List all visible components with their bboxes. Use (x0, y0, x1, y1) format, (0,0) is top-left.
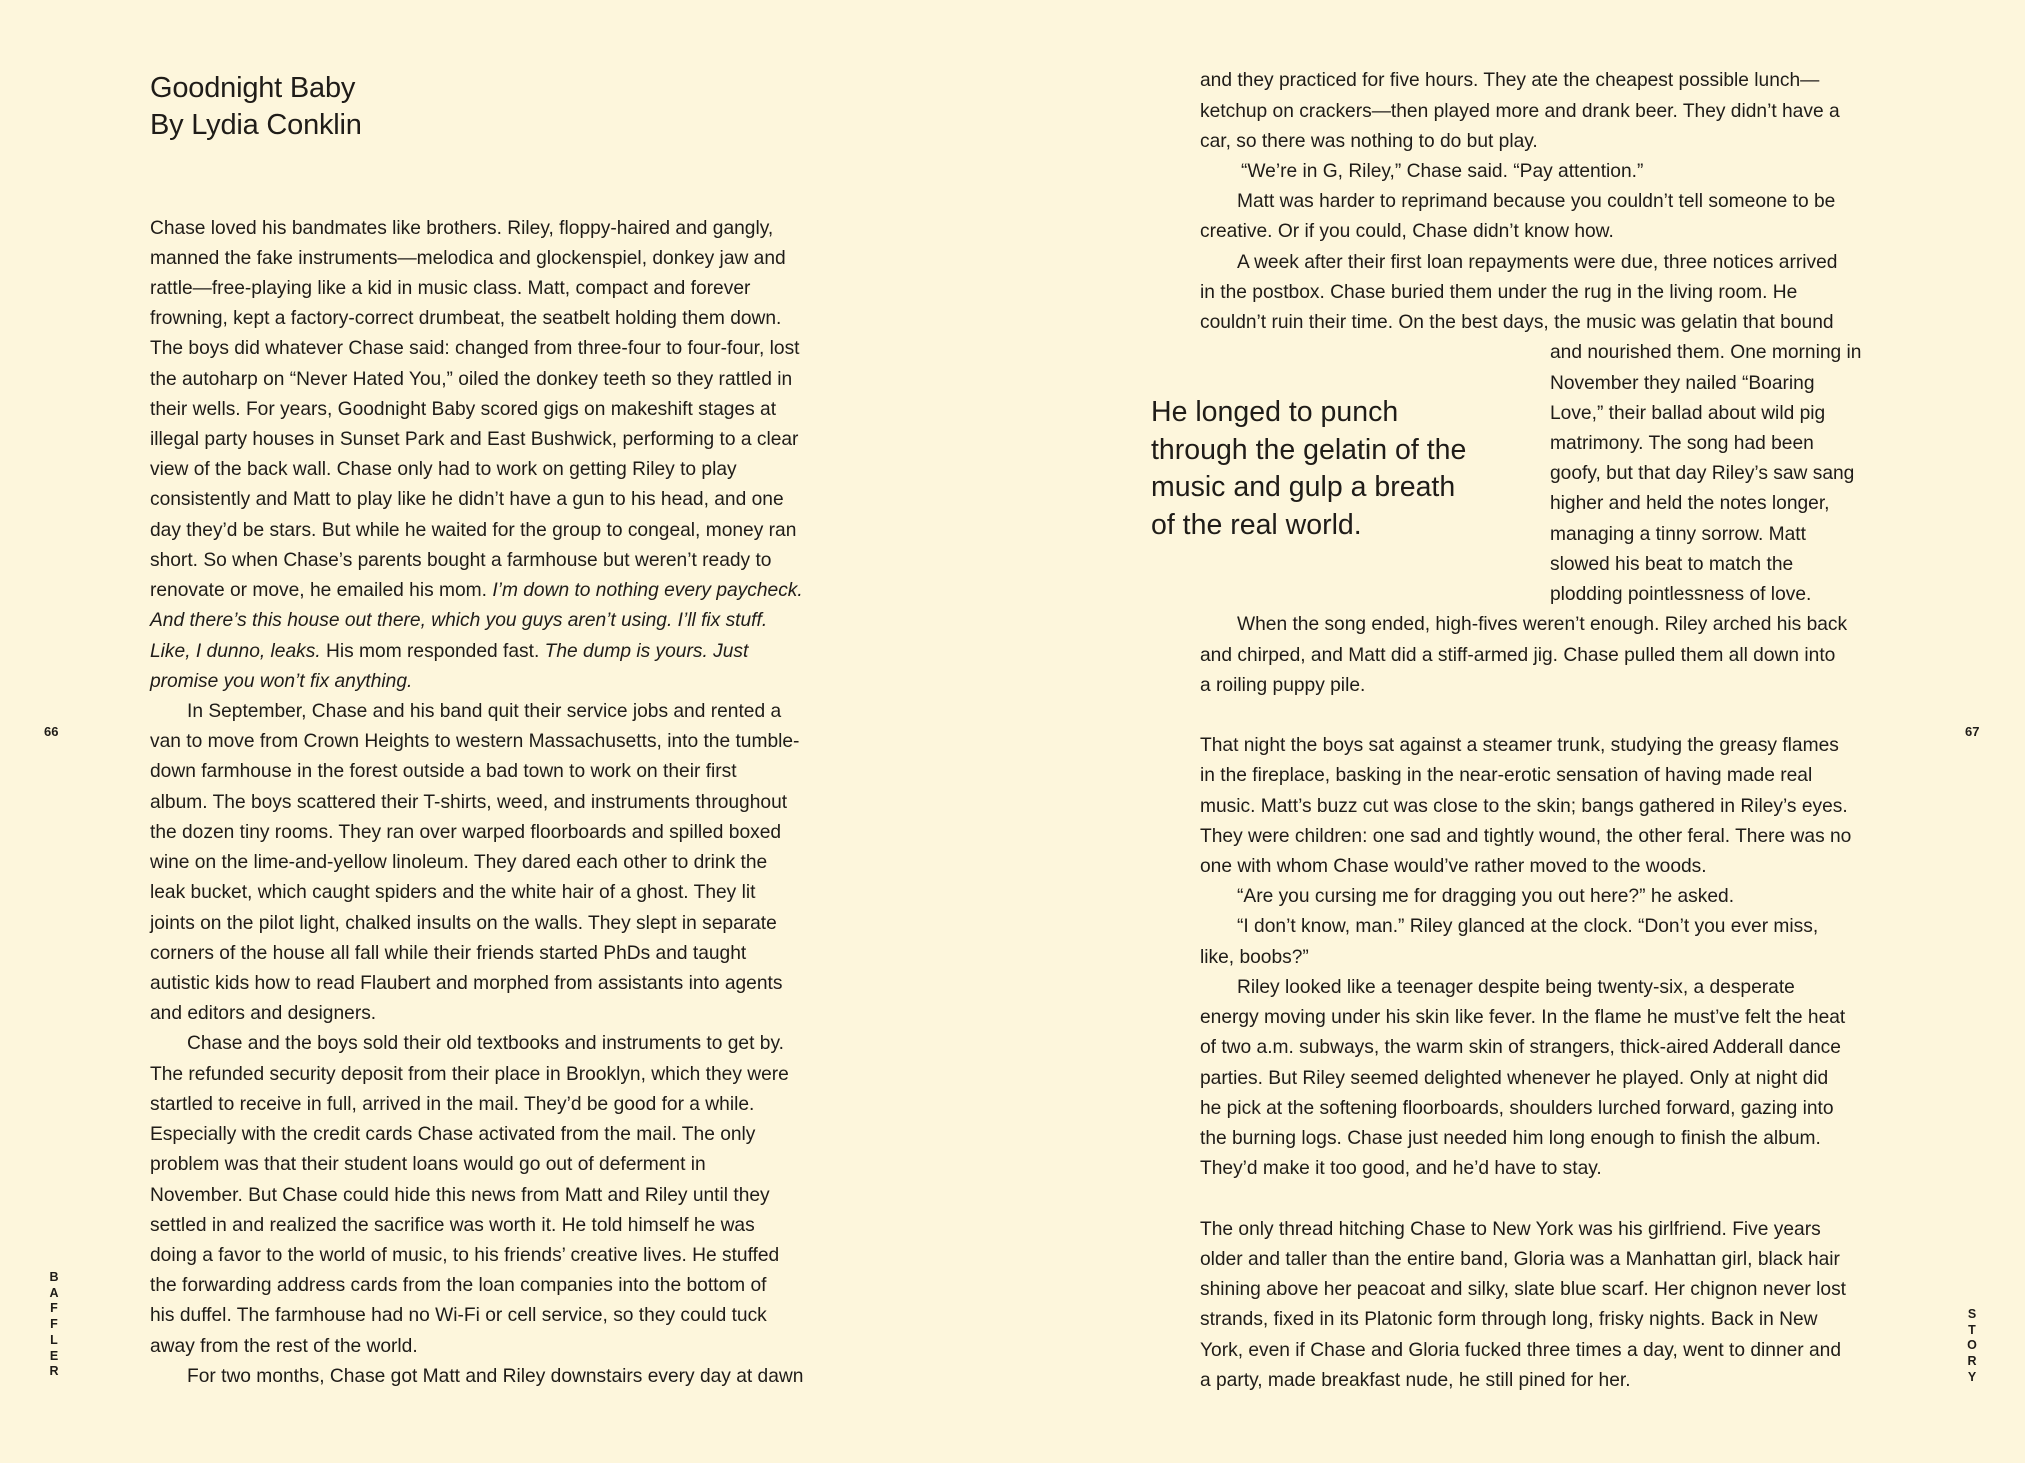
text-line (1200, 1064, 1851, 1094)
text-line (1550, 550, 1861, 580)
text-segment: When the song ended, high-fives weren’t enough. Riley arched his back (1237, 614, 1848, 636)
text-segment: like, boobs?” (1200, 946, 1309, 968)
text-segment: album. The boys scattered their T-shirts, weed, and instruments throughout (150, 791, 788, 813)
text-segment: the dozen tiny rooms. They ran over warped floorboards and spilled boxed (150, 821, 782, 843)
text-segment: The refunded security deposit from their place in Brooklyn, which they were (150, 1063, 789, 1085)
running-label-story: STORY (1967, 1307, 1977, 1384)
text-segment: his duffel. The farmhouse had no Wi-Fi or cell service, so they could tuck (150, 1305, 767, 1327)
text-line (150, 1301, 803, 1331)
text-line (1200, 1215, 1851, 1245)
text-segment: Matt was harder to reprimand because you couldn’t tell someone to be (1237, 191, 1836, 213)
pull-quote-line: of the real world. (1151, 508, 1362, 541)
text-segment: creative. Or if you could, Chase didn’t know how. (1200, 221, 1614, 243)
text-line (1200, 610, 1851, 640)
text-segment: plodding pointlessness of love. (1550, 584, 1812, 606)
text-line (1200, 731, 1851, 761)
page-number-right: 67 (1965, 724, 1980, 739)
text-line (1550, 338, 1861, 368)
text-line (150, 304, 803, 334)
text-segment: Chase loved his bandmates like brothers. Riley, floppy-haired and gangly, (150, 217, 774, 239)
right-column-text-top (1200, 66, 1840, 338)
text-segment: autistic kids how to read Flaubert and morphed from assistants into agents (150, 972, 783, 994)
pull-quote-line: He longed to punch (1151, 396, 1399, 428)
text-segment: of two a.m. subways, the warm skin of strangers, thick-aired Adderall dance (1200, 1037, 1841, 1059)
text-line (150, 214, 803, 244)
text-segment: in the fireplace, basking in the near-erotic sensation of having made real (1200, 765, 1813, 787)
text-line (150, 244, 803, 274)
text-line (1200, 248, 1840, 278)
text-segment: older and taller than the entire band, Gloria was a Manhattan girl, black hair (1200, 1248, 1840, 1270)
italic-text-segment: And there’s this house out there, which you guys aren’t using. I’ll fix stuff. (150, 610, 768, 632)
text-segment: managing a tinny sorrow. Matt (1550, 523, 1806, 545)
text-segment: he pick at the softening floorboards, shoulders lurched forward, gazing into (1200, 1097, 1834, 1119)
text-segment: November. But Chase could hide this news from Matt and Riley until they (150, 1184, 770, 1206)
text-line (150, 365, 803, 395)
blank-line (1200, 701, 1851, 731)
text-segment: down farmhouse in the forest outside a bad town to work on their first (150, 761, 737, 783)
text-segment: Riley looked like a teenager despite being twenty-six, a desperate (1237, 976, 1795, 998)
text-segment: The only thread hitching Chase to New York was his girlfriend. Five years (1200, 1218, 1821, 1240)
text-segment: view of the back wall. Chase only had to work on getting Riley to play (150, 459, 737, 481)
text-line (1200, 822, 1851, 852)
text-segment: startled to receive in full, arrived in the mail. They’d be good for a while. (150, 1093, 755, 1115)
text-line (1200, 187, 1840, 217)
text-line (1200, 1245, 1851, 1275)
text-segment: and editors and designers. (150, 1003, 377, 1025)
text-line (1200, 1154, 1851, 1184)
text-segment: the autoharp on “Never Hated You,” oiled the donkey teeth so they rattled in (150, 368, 793, 390)
text-line (1550, 429, 1861, 459)
text-segment: manned the fake instruments—melodica and glockenspiel, donkey jaw and (150, 247, 786, 269)
text-line (1200, 973, 1851, 1003)
text-segment: The boys did whatever Chase said: changed from three-four to four-four, lost (150, 338, 800, 360)
text-line (150, 576, 803, 606)
text-line (150, 939, 803, 969)
text-line (150, 1241, 803, 1271)
text-line (150, 334, 803, 364)
text-line (150, 1332, 803, 1362)
left-column-text (150, 214, 803, 1393)
italic-text-segment: promise you won’t fix anything. (150, 670, 413, 692)
text-line (1200, 912, 1851, 942)
running-label-baffler: BAFFLER (49, 1270, 59, 1379)
text-line (1200, 761, 1851, 791)
text-segment: day they’d be stars. But while he waited for the group to congeal, money ran (150, 519, 797, 541)
text-line (1550, 520, 1861, 550)
text-segment: corners of the house all fall while their friends started PhDs and taught (150, 942, 747, 964)
text-line (150, 1362, 803, 1392)
text-line (1200, 97, 1840, 127)
text-segment: consistently and Matt to play like he didn’t have a gun to his head, and one (150, 489, 784, 511)
text-line (150, 727, 803, 757)
text-line (150, 757, 803, 787)
text-segment: In September, Chase and his band quit their service jobs and rented a (187, 701, 782, 722)
text-segment: “We’re in G, Riley,” Chase said. “Pay attention.” (1241, 160, 1644, 182)
text-line (150, 516, 803, 546)
text-segment: matrimony. The song had been (1550, 432, 1814, 454)
text-line (1200, 217, 1840, 247)
text-segment: goofy, but that day Riley’s saw sang (1550, 463, 1855, 485)
text-segment: short. So when Chase’s parents bought a farmhouse but weren’t ready to (150, 549, 772, 571)
text-segment: problem was that their student loans would go out of deferment in (150, 1154, 706, 1176)
text-line (1200, 66, 1840, 96)
text-segment: Chase and the boys sold their old textbooks and instruments to get by. (187, 1033, 784, 1055)
text-line (1200, 641, 1851, 671)
text-segment: That night the boys sat against a steamer trunk, studying the greasy flames (1200, 735, 1839, 757)
text-segment: the forwarding address cards from the loan companies into the bottom of (150, 1275, 767, 1297)
text-line (150, 1029, 803, 1059)
text-segment: couldn’t ruin their time. On the best days, the music was gelatin that bound (1200, 312, 1834, 334)
text-segment: in the postbox. Chase buried them under the rug in the living room. He (1200, 281, 1798, 303)
text-segment: a party, made breakfast nude, he still pined for her. (1200, 1369, 1631, 1391)
text-line (150, 1120, 803, 1150)
text-line (1200, 1275, 1851, 1305)
pull-quote (1151, 394, 1466, 544)
text-line (150, 1271, 803, 1301)
text-line (1200, 1033, 1851, 1063)
text-line (1200, 1124, 1851, 1154)
text-segment: settled in and realized the sacrifice was worth it. He told himself he was (150, 1214, 755, 1236)
text-line (150, 1211, 803, 1241)
text-segment: November they nailed “Boaring (1550, 372, 1815, 394)
text-segment: car, so there was nothing to do but play. (1200, 130, 1538, 152)
text-line (1200, 308, 1840, 338)
text-line (150, 274, 803, 304)
text-segment: shining above her peacoat and silky, slate blue scarf. Her chignon never lost (1200, 1279, 1846, 1301)
text-segment: doing a favor to the world of music, to his friends’ creative lives. He stuffed (150, 1244, 780, 1266)
text-line (1200, 671, 1851, 701)
text-segment: “I don’t know, man.” Riley glanced at the clock. “Don’t you ever miss, (1237, 916, 1819, 938)
text-line (150, 455, 803, 485)
text-line (1550, 580, 1861, 610)
story-byline: By Lydia Conklin (150, 109, 362, 141)
text-segment: parties. But Riley seemed delighted whenever he played. Only at night did (1200, 1067, 1829, 1089)
text-line (150, 1060, 803, 1090)
text-segment: His mom responded fast. (320, 640, 545, 662)
text-line (150, 818, 803, 848)
text-line (1200, 852, 1851, 882)
text-line (150, 606, 803, 636)
text-line (1200, 1366, 1851, 1396)
text-segment: They were children: one sad and tightly wound, the other feral. There was no (1200, 825, 1852, 847)
text-line (150, 637, 803, 667)
text-line (150, 788, 803, 818)
text-line (1200, 1003, 1851, 1033)
text-line (1550, 459, 1861, 489)
text-segment: ketchup on crackers—then played more and drank beer. They didn’t have a (1200, 100, 1840, 122)
story-title-block (150, 70, 362, 144)
text-segment: one with whom Chase would’ve rather moved to the woods. (1200, 856, 1707, 878)
text-line (1200, 792, 1851, 822)
text-line (1200, 1336, 1851, 1366)
text-segment: They’d make it too good, and he’d have to stay. (1200, 1158, 1602, 1180)
text-line (150, 667, 803, 697)
text-segment: frowning, kept a factory-correct drumbeat, the seatbelt holding them down. (150, 308, 782, 330)
italic-text-segment: Like, I dunno, leaks. (150, 640, 321, 662)
text-line (1200, 278, 1840, 308)
text-segment: a roiling puppy pile. (1200, 674, 1366, 696)
text-line (150, 909, 803, 939)
text-segment: rattle—free-playing like a kid in music class. Matt, compact and forever (150, 277, 751, 299)
text-line (150, 1090, 803, 1120)
story-title: Goodnight Baby (150, 72, 356, 104)
page-number-left: 66 (44, 724, 59, 739)
text-line (1200, 1094, 1851, 1124)
text-line (150, 848, 803, 878)
text-segment: and nourished them. One morning in (1550, 342, 1862, 364)
text-segment: away from the rest of the world. (150, 1335, 418, 1357)
text-line (1550, 489, 1861, 519)
text-segment: York, even if Chase and Gloria fucked three times a day, went to dinner and (1200, 1339, 1842, 1361)
text-segment: van to move from Crown Heights to western Massachusetts, into the tumble- (150, 731, 800, 753)
text-segment: wine on the lime-and-yellow linoleum. They dared each other to drink the (150, 852, 768, 874)
text-line (150, 425, 803, 455)
text-line (1200, 157, 1840, 187)
text-line (150, 1150, 803, 1180)
text-segment: “Are you cursing me for dragging you out here?” he asked. (1237, 886, 1735, 908)
text-segment: energy moving under his skin like fever. In the flame he must’ve felt the heat (1200, 1007, 1846, 1029)
text-segment: and chirped, and Matt did a stiff-armed jig. Chase pulled them all down into (1200, 644, 1836, 666)
text-line (1550, 369, 1861, 399)
text-segment: renovate or move, he emailed his mom. (150, 580, 493, 602)
text-segment: leak bucket, which caught spiders and the white hair of a ghost. They lit (150, 882, 756, 904)
text-segment: For two months, Chase got Matt and Riley downstairs every day at dawn (187, 1365, 804, 1387)
text-segment: the burning logs. Chase just needed him long enough to finish the album. (1200, 1128, 1821, 1150)
text-line (150, 969, 803, 999)
pull-quote-line: music and gulp a breath (1151, 471, 1456, 503)
text-segment: Especially with the credit cards Chase activated from the mail. The only (150, 1124, 756, 1146)
italic-text-segment: I’m down to nothing every paycheck. (492, 580, 803, 602)
text-line (1200, 1305, 1851, 1335)
text-line (150, 697, 803, 727)
text-line (1200, 943, 1851, 973)
text-line (150, 999, 803, 1029)
text-segment: strands, fixed in its Platonic form through long, frisky nights. Back in New (1200, 1309, 1818, 1331)
text-line (150, 1181, 803, 1211)
text-line (150, 546, 803, 576)
text-line (1200, 882, 1851, 912)
text-line (150, 878, 803, 908)
text-line (150, 485, 803, 515)
text-segment: A week after their first loan repayments were due, three notices arrived (1237, 251, 1838, 273)
right-column-text-narrow (1550, 338, 1861, 610)
text-segment: higher and held the notes longer, (1550, 493, 1830, 515)
text-segment: and they practiced for five hours. They ate the cheapest possible lunch— (1200, 70, 1820, 92)
text-line (1550, 399, 1861, 429)
text-segment: illegal party houses in Sunset Park and East Bushwick, performing to a clear (150, 429, 799, 451)
italic-text-segment: The dump is yours. Just (544, 640, 749, 662)
text-segment: joints on the pilot light, chalked insults on the walls. They slept in separate (150, 912, 777, 934)
text-segment: slowed his beat to match the (1550, 553, 1794, 575)
pull-quote-line: through the gelatin of the (1151, 433, 1467, 466)
text-segment: music. Matt’s buzz cut was close to the skin; bangs gathered in Riley’s eyes. (1200, 795, 1848, 817)
text-segment: Love,” their ballad about wild pig (1550, 402, 1826, 424)
right-column-text-bottom (1200, 610, 1851, 1396)
text-line (1200, 127, 1840, 157)
blank-line (1200, 1184, 1851, 1214)
text-line (150, 395, 803, 425)
text-segment: their wells. For years, Goodnight Baby scored gigs on makeshift stages at (150, 398, 777, 420)
